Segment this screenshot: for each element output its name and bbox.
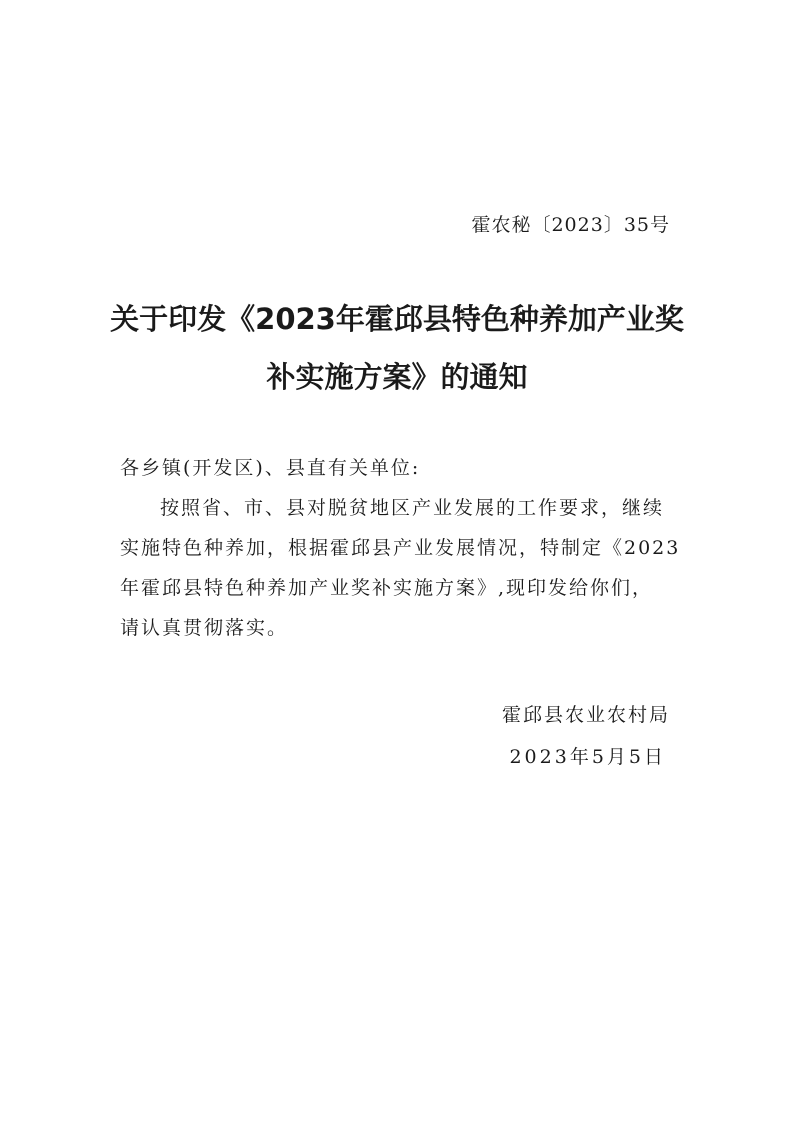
issuing-authority: 霍邱县农业农村局: [501, 704, 670, 726]
body-paragraph: [120, 488, 681, 648]
document-title: [110, 290, 684, 406]
body-line-1: 按照省、市、县对脱贫地区产业发展的工作要求，继续: [160, 497, 665, 519]
title-line-2: 补实施方案》的通知: [266, 360, 528, 394]
issue-date: 2023年5月5日: [509, 746, 666, 768]
title-line-1: 关于印发《2023年霍邱县特色种养加产业奖: [110, 302, 684, 336]
salutation: 各乡镇(开发区)、县直有关单位:: [120, 457, 421, 479]
body-line-2: 实施特色种养加，根据霍邱县产业发展情况，特制定《2023: [120, 537, 681, 559]
document-number: 霍农秘〔2023〕35号: [471, 214, 670, 236]
body-line-4: 请认真贯彻落实。: [120, 617, 289, 639]
body-line-3: 年霍邱县特色种养加产业奖补实施方案》,现印发给你们，: [120, 577, 654, 599]
